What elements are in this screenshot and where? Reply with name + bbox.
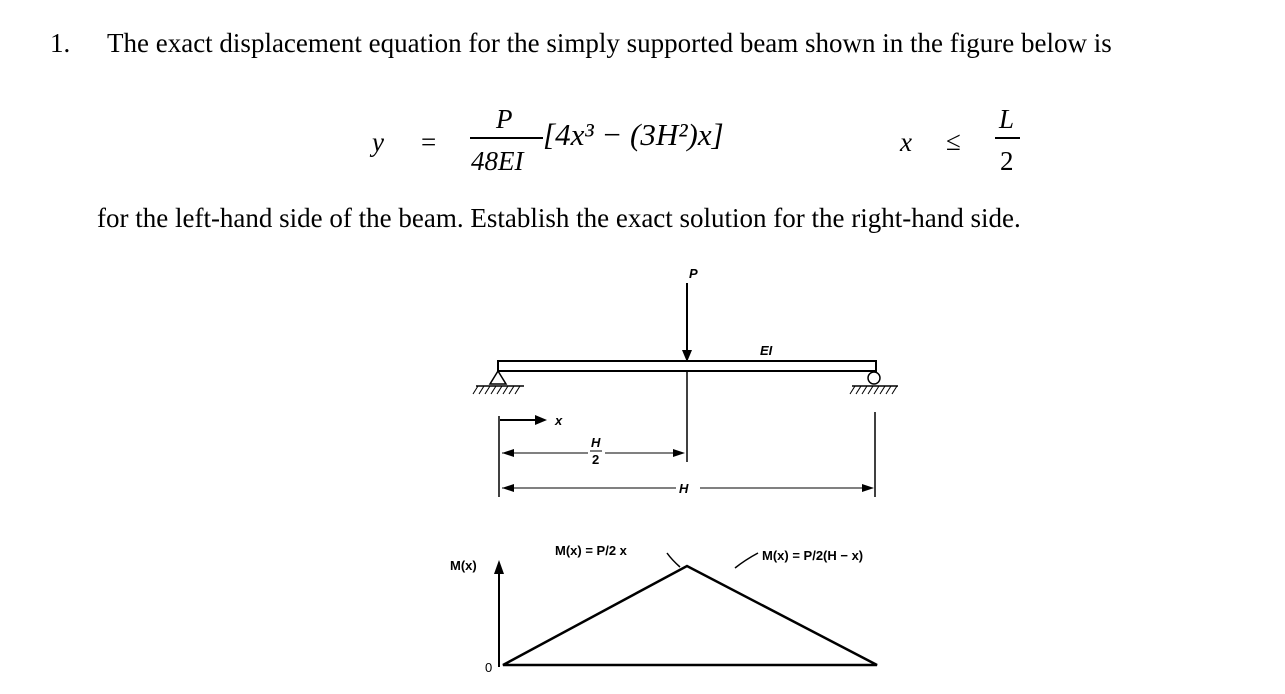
left-pin-support (473, 371, 524, 394)
beam-stiffness-label: EI (760, 343, 773, 358)
equation-equals: = (421, 127, 437, 157)
condition-variable: x (900, 127, 912, 157)
x-axis-arrowhead (535, 415, 547, 425)
equation-lhs: y (372, 127, 384, 157)
x-axis-label: x (555, 413, 563, 428)
moment-zero-label: 0 (485, 660, 493, 675)
question-number: 1. (50, 28, 71, 58)
half-span-numerator: H (591, 435, 601, 450)
span-dimension (502, 481, 874, 496)
half-span-denominator: 2 (592, 452, 600, 467)
condition-numerator: L (999, 104, 1015, 134)
condition-denominator: 2 (1000, 146, 1014, 176)
load-label: P (689, 266, 698, 281)
moment-right-leader (735, 553, 758, 568)
fraction-denominator: 48EI (471, 146, 524, 176)
half-span-dimension (502, 435, 685, 467)
moment-axis-arrowhead (494, 560, 504, 574)
moment-right-label: M(x) = P/2(H − x) (762, 548, 864, 563)
equation-bracket: [4x³ − (3H²)x] (543, 117, 724, 152)
right-roller-support (850, 372, 898, 394)
beam (498, 361, 876, 371)
moment-left-leader (667, 553, 680, 567)
question-text: The exact displacement equation for the simply supported beam shown in the figure below is (107, 28, 1112, 58)
span-label: H (679, 481, 689, 496)
fraction-numerator: P (496, 104, 513, 134)
moment-triangle (503, 566, 877, 665)
moment-left-label: M(x) = P/2 x (555, 543, 627, 558)
moment-axis-label: M(x) (450, 558, 477, 573)
question-continuation: for the left-hand side of the beam. Establish the exact solution for the right-hand side. (97, 203, 1021, 233)
condition-operator: ≤ (946, 126, 961, 156)
moment-diagram (450, 543, 877, 675)
